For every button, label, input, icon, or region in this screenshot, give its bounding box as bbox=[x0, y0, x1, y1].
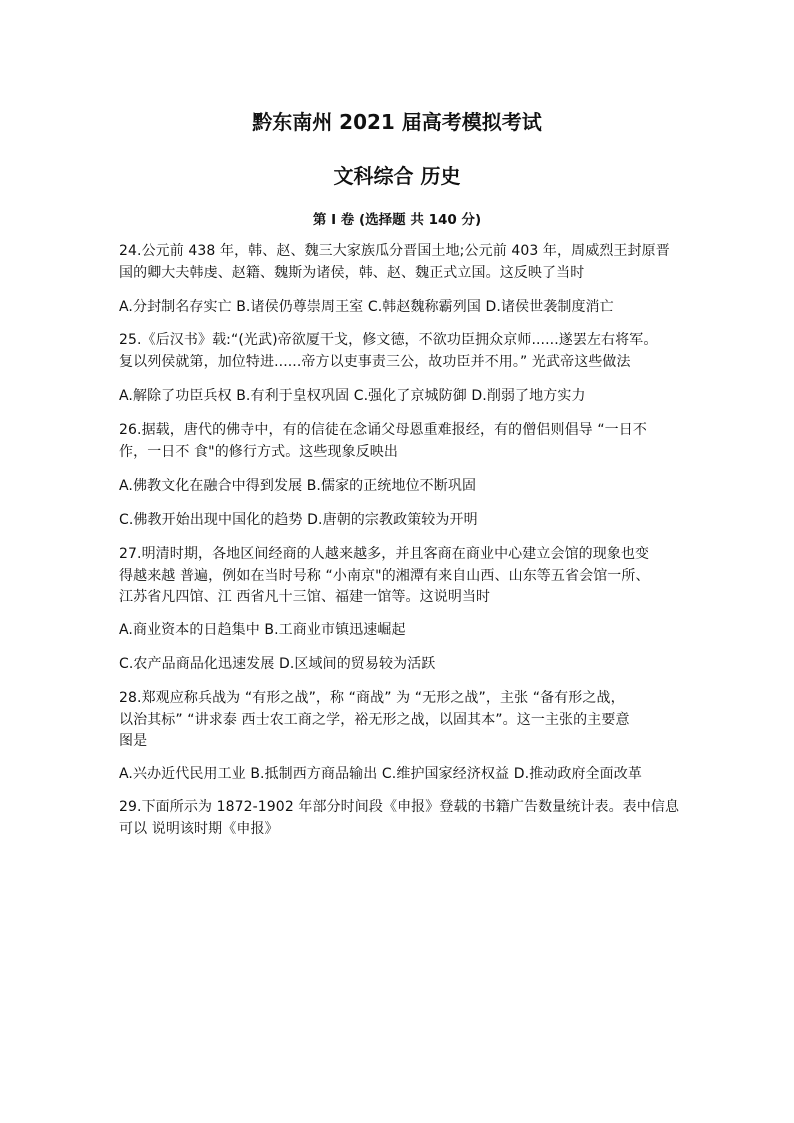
question-stem-line: 25.《后汉书》载:“(光武)帝欲厦干戈，修文德，不欲功臣拥众京师......遂罢左右将军。 bbox=[119, 332, 658, 348]
question-stem-line: 江苏省凡四馆、江 西省凡十三馆、福建一馆等。这说明当时 bbox=[119, 589, 491, 605]
question-stem-line: 28.郑观应称兵战为 “有形之战”，称 “商战” 为 “无形之战”，主张 “备有形之战， bbox=[119, 690, 625, 706]
question-stem-line: 图是 bbox=[119, 733, 148, 749]
question-options: A.分封制名存实亡 B.诸侯仍尊崇周王室 C.韩赵魏称霸列国 D.诸侯世袭制度消亡 bbox=[119, 299, 614, 315]
question-options: C.农产品商品化迅速发展 D.区域间的贸易较为活跃 bbox=[119, 656, 436, 672]
question-stem-line: 27.明清时期，各地区间经商的人越来越多，并且客商在商业中心建立会馆的现象也变 bbox=[119, 546, 650, 562]
question-options: A.解除了功臣兵权 B.有利于皇权巩固 C.强化了京城防御 D.削弱了地方实力 bbox=[119, 388, 586, 404]
question-stem-line: 29.下面所示为 1872-1902 年部分时间段《申报》登载的书籍广告数量统计表。表中信息 bbox=[119, 799, 680, 815]
question-stem-line: 复以列侯就第，加位特进......帝方以吏事责三公，故功臣并不用。” 光武帝这些做法 bbox=[119, 354, 631, 370]
question-stem-line: 作，一日不 食"的修行方式。这些现象反映出 bbox=[119, 444, 398, 460]
question-stem-line: 得越来越 普遍，例如在当时号称 “小南京"的湘潭有来自山西、山东等五省会馆一所、 bbox=[119, 568, 650, 584]
question-stem-line: 24.公元前 438 年，韩、赵、魏三大家族瓜分晋国土地;公元前 403 年，周威烈王封原晋 bbox=[119, 243, 670, 259]
question-options: C.佛教开始出现中国化的趋势 D.唐朝的宗教政策较为开明 bbox=[119, 512, 478, 528]
question-options: A.佛教文化在融合中得到发展 B.儒家的正统地位不断巩固 bbox=[119, 478, 477, 494]
question-options: A.商业资本的日趋集中 B.工商业市镇迅速崛起 bbox=[119, 622, 406, 638]
question-stem-line: 国的卿大夫韩虔、赵籍、魏斯为诸侯，韩、赵、魏正式立国。这反映了当时 bbox=[119, 265, 585, 281]
exam-subtitle: 文科综合 历史 bbox=[333, 164, 461, 188]
section-heading: 第 I 卷 (选择题 共 140 分) bbox=[312, 212, 482, 228]
question-stem-line: 以治其标” “讲求泰 西士农工商之学，裕无形之战，以固其本”。这一主张的主要意 bbox=[119, 712, 630, 728]
question-stem-line: 26.据载，唐代的佛寺中，有的信徒在念诵父母恩重难报经，有的僧侣则倡导 “一日不 bbox=[119, 422, 647, 438]
question-stem-line: 可以 说明该时期《申报》 bbox=[119, 821, 279, 837]
question-options: A.兴办近代民用工业 B.抵制西方商品输出 C.维护国家经济权益 D.推动政府全面改革 bbox=[119, 766, 642, 782]
exam-title: 黔东南州 2021 届高考模拟考试 bbox=[252, 110, 542, 134]
